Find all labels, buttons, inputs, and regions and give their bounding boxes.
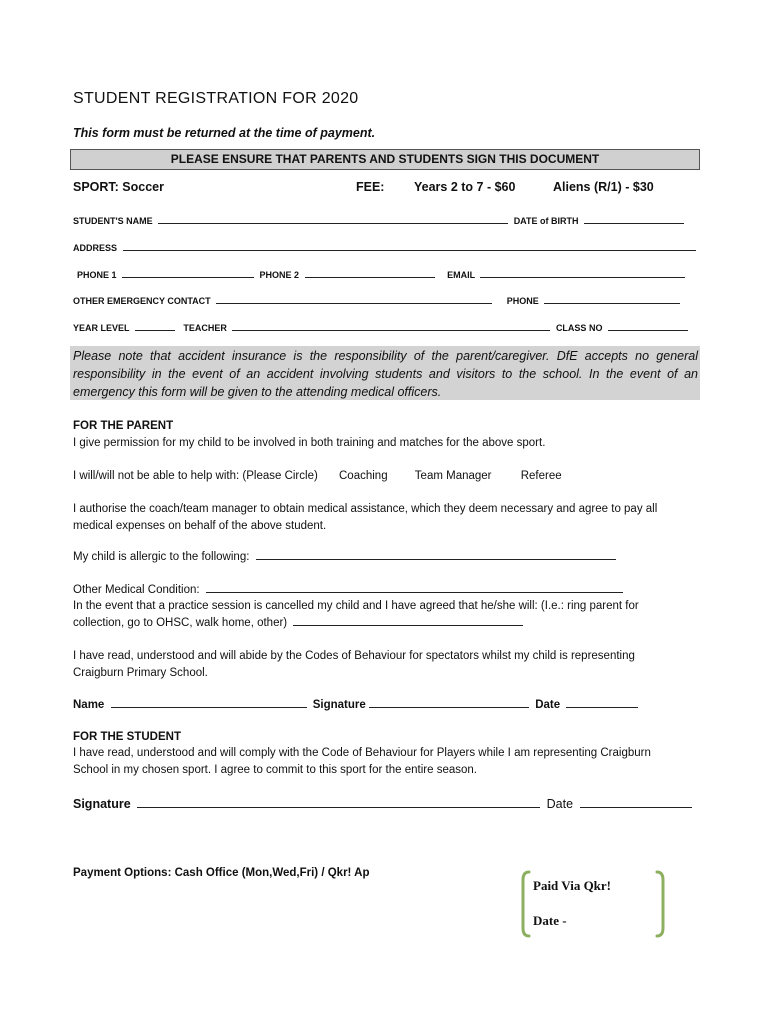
phone1-label: PHONE 1 <box>77 270 117 280</box>
teacher-field[interactable] <box>232 321 550 331</box>
fee-aliens: Aliens (R/1) - $30 <box>553 180 654 194</box>
students-name-row <box>73 214 687 226</box>
student-date-label: Date <box>546 797 574 811</box>
parent-date-label: Date <box>535 699 561 711</box>
cancelled-statement: In the event that a practice session is cancelled my child and I have agreed that he/she will: (I.e.: ring parent for collection, go to OHSC, walk home, other) <box>73 600 639 629</box>
fee-label: FEE: <box>356 180 385 194</box>
students-name-label: STUDENT'S NAME <box>73 216 153 226</box>
help-option-team-manager[interactable]: Team Manager <box>414 470 492 482</box>
fee-years: Years 2 to 7 - $60 <box>414 180 516 194</box>
other-medical-label: Other Medical Condition: <box>73 584 200 596</box>
help-prompt: I will/will not be able to help with: (Please Circle) <box>73 470 318 482</box>
stamp-paid-text: Paid Via Qkr! <box>533 878 612 893</box>
students-name-field[interactable] <box>158 214 508 224</box>
page-title: STUDENT REGISTRATION FOR 2020 <box>73 90 359 107</box>
parent-heading: FOR THE PARENT <box>73 420 174 432</box>
student-signature-row <box>73 797 695 811</box>
parent-signature-label: Signature <box>312 699 366 711</box>
date-of-birth-label: DATE of BIRTH <box>513 216 579 226</box>
phone1-field[interactable] <box>122 268 254 278</box>
other-medical-row <box>73 582 626 599</box>
payment-options: Payment Options: Cash Office (Mon,Wed,Fri) / Qkr! Ap <box>73 867 370 879</box>
parent-date-field[interactable] <box>566 698 638 708</box>
allergic-label: My child is allergic to the following: <box>73 551 250 563</box>
authorise-statement: I authorise the coach/team manager to obtain medical assistance, which they deem necessary and agree to pay all medical expenses on behalf of the above student. <box>73 503 658 532</box>
paid-stamp <box>520 868 666 940</box>
sign-notice-banner: PLEASE ENSURE THAT PARENTS AND STUDENTS SIGN THIS DOCUMENT <box>70 149 700 170</box>
help-option-referee[interactable]: Referee <box>520 470 562 482</box>
parent-name-field[interactable] <box>111 698 307 708</box>
year-level-field[interactable] <box>135 321 175 331</box>
year-level-label: YEAR LEVEL <box>73 323 130 333</box>
email-label: EMAIL <box>447 270 475 280</box>
allergic-row <box>73 549 619 566</box>
student-date-field[interactable] <box>580 798 692 808</box>
address-label: ADDRESS <box>73 243 118 253</box>
help-row <box>73 468 562 485</box>
allergic-field[interactable] <box>256 550 616 560</box>
parent-signature-row <box>73 697 641 714</box>
other-emergency-label: OTHER EMERGENCY CONTACT <box>73 296 211 306</box>
emergency-phone-label: PHONE <box>506 296 539 306</box>
student-signature-field[interactable] <box>137 798 540 808</box>
email-field[interactable] <box>480 268 685 278</box>
parent-signature-field[interactable] <box>369 698 529 708</box>
class-no-label: CLASS NO <box>555 323 603 333</box>
cancelled-field[interactable] <box>293 616 523 626</box>
sport-label: SPORT: Soccer <box>73 180 165 194</box>
stamp-date-text: Date - <box>533 913 567 928</box>
emergency-phone-field[interactable] <box>544 294 680 304</box>
emergency-contact-row <box>73 294 683 306</box>
phone2-label: PHONE 2 <box>259 270 300 280</box>
phone-row <box>77 268 688 280</box>
student-signature-label: Signature <box>73 797 131 811</box>
phone2-field[interactable] <box>305 268 435 278</box>
student-statement: I have read, understood and will comply with the Code of Behaviour for Players while I am representing Craigburn School in my chosen sport. I agree to commit to this sport for the entire season. <box>73 747 651 776</box>
parent-name-label: Name <box>73 699 105 711</box>
class-row <box>73 321 691 333</box>
other-medical-field[interactable] <box>206 583 623 593</box>
insurance-note: Please note that accident insurance is the responsibility of the parent/caregiver. DfE accepts no general responsibility in the event of an accident involving students and visitors to the school. In the event of an emergency this form will be given to the attending medical officers. <box>70 346 700 400</box>
teacher-label: TEACHER <box>183 323 227 333</box>
other-emergency-field[interactable] <box>216 294 492 304</box>
address-row <box>73 241 699 253</box>
class-no-field[interactable] <box>608 321 688 331</box>
cancelled-row <box>73 598 673 632</box>
date-of-birth-field[interactable] <box>584 214 684 224</box>
help-option-coaching[interactable]: Coaching <box>339 470 388 482</box>
form-subtitle: This form must be returned at the time of payment. <box>73 126 376 140</box>
parent-permission: I give permission for my child to be involved in both training and matches for the above sport. <box>73 437 546 449</box>
codes-statement: I have read, understood and will abide by the Codes of Behaviour for spectators whilst my child is representing Craigburn Primary School. <box>73 650 635 679</box>
address-field[interactable] <box>123 241 696 251</box>
student-heading: FOR THE STUDENT <box>73 731 181 743</box>
